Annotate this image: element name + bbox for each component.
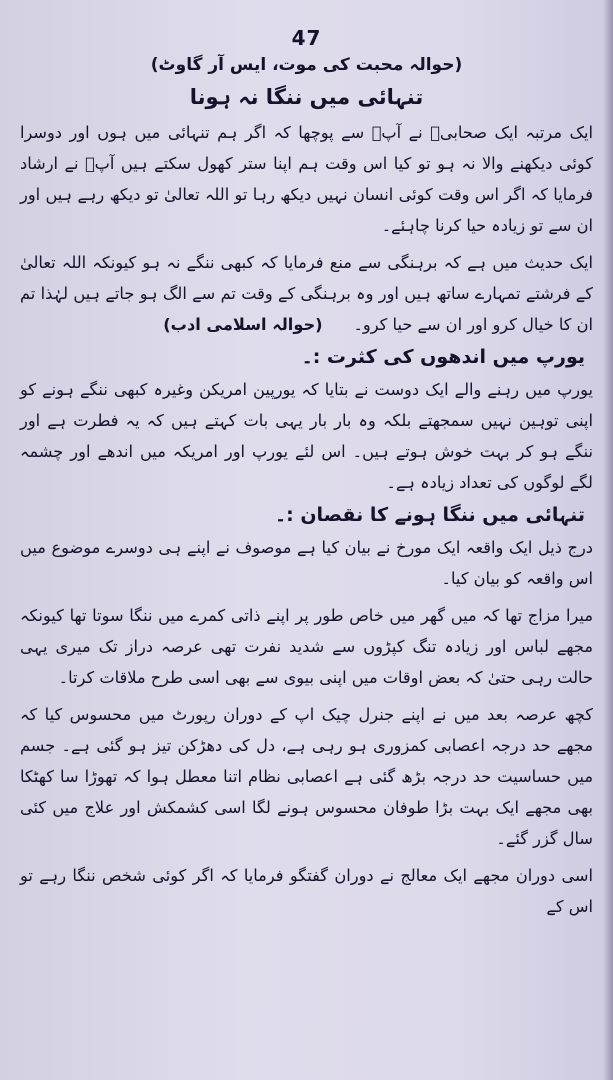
- paragraph-5: میرا مزاج تھا کہ میں گھر میں خاص طور پر اپنے ذاتی کمرے میں ننگا سوتا تھا کیونکہ مجھے لباس اور زیادہ تنگ کپڑوں سے شدید نفرت تھی عرصہ دراز تک میری یہی حالت رہی حتیٰ کہ بعض اوقات میں اپنی بیوی سے بھی اسی طرح ملاقات کرتا۔: [20, 606, 593, 687]
- paragraph-1: ایک مرتبہ ایک صحابیؓ نے آپؐ سے پوچھا کہ اگر ہم تنہائی میں ہوں اور دوسرا کوئی دیکھنے والا نہ ہو تو کیا اس وقت ہم اپنا ستر کھول سکتے ہیں آپؐ نے ارشاد فرمایا کہ اگر اس وقت کوئی انسان نہیں دیکھ رہا تو اللہ تعالیٰ تو دیکھ رہے ہیں اور ان سے تو زیادہ حیا کرنا چاہئے۔: [20, 123, 593, 235]
- paragraph-6: کچھ عرصہ بعد میں نے اپنے جنرل چیک اپ کے دوران رپورٹ میں محسوس کیا کہ مجھے حد درجہ اعصابی کمزوری ہو رہی ہے، دل کی دھڑکن تیز ہو گئی ہے۔ جسم میں حساسیت حد درجہ بڑھ گئی ہے اعصابی نظام اتنا معطل ہوا کہ تھوڑا سا کھٹکا بھی مجھے ایک بہت بڑا طوفان محسوس ہونے لگا اسی کشمکش اور علاج میں کئی سال گزر گئے۔: [20, 705, 593, 848]
- heading-harm: تنہائی میں ننگا ہونے کا نقصان :۔: [274, 504, 585, 526]
- reference-top: (حوالہ محبت کی موت، ایس آر گاوٹ): [150, 55, 463, 75]
- page-number: 47: [291, 26, 322, 50]
- paragraph-3: یورپ میں رہنے والے ایک دوست نے بتایا کہ یورپین امریکن وغیرہ کبھی ننگے ہونے کو اپنی توہین نہیں سمجھتے بلکہ وہ بار بار یہی بات کہتے ہیں کہ یہ فطرت ہے اور ننگے ہو کر بہت خوش ہوتے ہیں۔ اس لئے یورپ اور امریکہ میں اندھے اور چشمہ لگے لوگوں کی تعداد زیادہ ہے۔: [20, 380, 593, 492]
- paragraph-2: [20, 247, 593, 340]
- heading-europe: یورپ میں اندھوں کی کثرت :۔: [301, 346, 585, 368]
- paragraph-2-text: ایک حدیث میں ہے کہ برہنگی سے منع فرمایا کہ کبھی ننگے نہ ہو کیونکہ اللہ تعالیٰ کے فرشتے تمہارے ساتھ ہیں اور وہ برہنگی کے وقت تم سے الگ ہو جاتے ہیں لہٰذا تم ان کا خیال کرو اور ان سے حیا کرو۔: [20, 253, 593, 334]
- section-title: تنہائی میں ننگا نہ ہونا: [189, 85, 424, 109]
- paragraph-4: درج ذیل ایک واقعہ ایک مورخ نے بیان کیا ہے موصوف نے اپنے ہی دوسرے موضوع میں اس واقعہ کو بیان کیا۔: [20, 538, 593, 588]
- paragraph-2-reference: (حوالہ اسلامی ادب): [163, 315, 323, 334]
- paragraph-7: اسی دوران مجھے ایک معالج نے دوران گفتگو فرمایا کہ اگر کوئی شخص ننگا رہے تو اس کے: [20, 866, 593, 916]
